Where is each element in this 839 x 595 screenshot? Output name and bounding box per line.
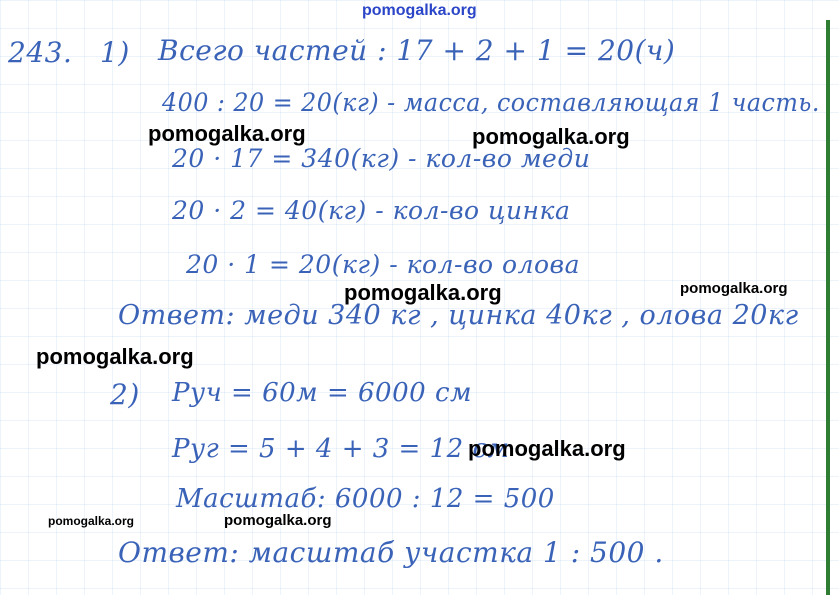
watermark: pomogalka.org xyxy=(36,344,194,369)
watermark: pomogalka.org xyxy=(148,121,306,146)
part2-line-scale: Масштаб: 6000 : 12 = 500 xyxy=(176,484,555,514)
page-edge xyxy=(826,20,830,595)
watermark: pomogalka.org xyxy=(224,512,332,529)
watermark: pomogalka.org xyxy=(472,124,630,149)
part2-line-area-perimeter: Pуч = 60м = 6000 см xyxy=(172,378,473,408)
problem-number: 243. xyxy=(8,36,73,69)
part1-line-zinc: 20 · 2 = 40(кг) - кол-во цинка xyxy=(172,196,571,225)
part1-line-total-parts: Всего частей : 17 + 2 + 1 = 20(ч) xyxy=(158,34,676,67)
part1-label: 1) xyxy=(100,36,130,69)
watermark: pomogalka.org xyxy=(344,280,502,305)
part2-answer: Ответ: масштаб участка 1 : 500 . xyxy=(118,536,664,569)
part1-line-copper: 20 · 17 = 340(кг) - кол-во меди xyxy=(172,144,591,173)
part1-line-tin: 20 · 1 = 20(кг) - кол-во олова xyxy=(186,250,580,279)
watermark: pomogalka.org xyxy=(468,436,626,461)
part2-line-plan-perimeter: Pуг = 5 + 4 + 3 = 12 см xyxy=(172,434,510,464)
part2-label: 2) xyxy=(110,378,140,411)
watermark: pomogalka.org xyxy=(48,514,135,528)
part1-line-one-part-mass: 400 : 20 = 20(кг) - масса, составляющая 1 часть. xyxy=(162,88,820,117)
header-watermark: pomogalka.org xyxy=(362,2,477,19)
watermark: pomogalka.org xyxy=(680,280,788,297)
part1-answer: Ответ: меди 340 кг , цинка 40кг , олова 20кг xyxy=(118,300,799,331)
